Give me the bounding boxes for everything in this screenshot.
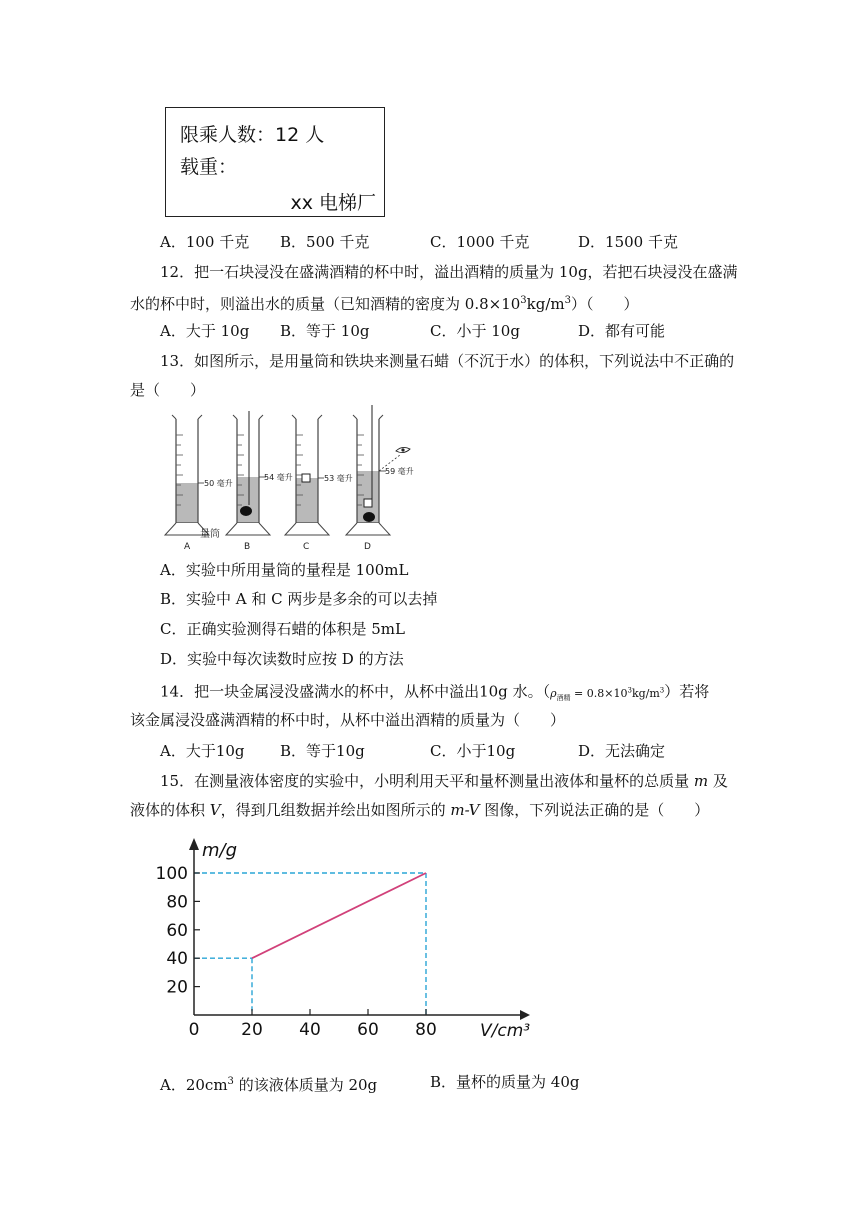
rho-symbol: ρ (550, 686, 557, 700)
q15-option-a-post: 的该液体质量为 20g (233, 1076, 378, 1094)
x-axis-arrow (520, 1010, 530, 1020)
cylinder-a (165, 415, 233, 552)
q15-text2-mid: ，得到几组数据并绘出如图所示的 (220, 801, 451, 819)
y-tick-label-80: 80 (166, 892, 188, 913)
q14-option-c[interactable]: C．小于10g (430, 742, 516, 760)
q13-option-b[interactable]: B．实验中 A 和 C 两步是多余的可以去掉 (160, 590, 438, 608)
q15-text-post: 及 (708, 772, 728, 790)
q14-option-a[interactable]: A．大于10g (160, 742, 245, 760)
q14-option-b[interactable]: B．等于10g (280, 742, 365, 760)
series-line-0 (252, 873, 426, 958)
q15-stem-line2 (130, 800, 709, 820)
q12-stem-text: 水的杯中时，则溢出水的质量（已知酒精的密度为 0.8×10 (130, 295, 521, 313)
q13-option-a[interactable]: A．实验中所用量筒的量程是 100mL (160, 561, 409, 579)
q12-unit: kg/m (526, 295, 565, 313)
label-a: A (184, 542, 191, 552)
q14-option-d[interactable]: D．无法确定 (578, 742, 666, 760)
y-tick-label-20: 20 (166, 977, 188, 998)
reading-b: 54 毫升 (264, 473, 293, 482)
sign-capacity: 限乘人数：12 人 (180, 124, 325, 146)
q14-density (550, 687, 664, 700)
elevator-sign (165, 107, 385, 217)
q12-exp: 3 (520, 295, 527, 306)
rho-unit: kg/m (631, 686, 660, 700)
sign-maker: xx 电梯厂 (290, 192, 376, 214)
q15-var-m: m (693, 772, 709, 790)
q12-stem-line2 (130, 291, 639, 314)
reading-d: 59 毫升 (385, 467, 414, 476)
q15-text2-post: 图像，下列说法正确的是（ ） (479, 801, 710, 819)
y-axis-label: m/g (202, 840, 238, 861)
rho-subscript: 酒精 (556, 693, 571, 702)
q15-stem-line1 (160, 771, 728, 791)
q14-text-mid: 水。（ (507, 682, 551, 701)
q12-option-b[interactable]: B．等于 10g (280, 322, 370, 340)
rho-value: = 0.8×10 (570, 686, 628, 700)
cylinder-c (285, 415, 353, 552)
q11-option-d[interactable]: D．1500 千克 (578, 233, 678, 251)
q12-blank: ）（ ） (571, 295, 639, 313)
q15-option-a-exp: 3 (227, 1076, 234, 1087)
x-tick-label-60: 60 (357, 1020, 379, 1040)
y-tick-label-100: 100 (155, 864, 188, 884)
label-d: D (364, 542, 371, 552)
measuring-cylinder-figure (160, 405, 430, 555)
q15-text: 15．在测量液体密度的实验中，小明利用天平和量杯测量出液体和量杯的总质量 (160, 772, 694, 790)
q14-stem-line2: 该金属浸没盛满酒精的杯中时，从杯中溢出酒精的质量为（ ） (130, 711, 566, 729)
rho-exp2: 3 (659, 686, 665, 694)
reading-a: 50 毫升 (204, 479, 233, 488)
q11-option-c[interactable]: C．1000 千克 (430, 233, 530, 251)
x-tick-label-80: 80 (415, 1020, 437, 1040)
q14-text: 14．把一块金属浸没盛满水的杯中，从杯中溢出 (160, 682, 480, 701)
y-tick-label-60: 60 (166, 920, 188, 941)
chart-series (252, 873, 426, 958)
chart-axes (189, 838, 530, 1020)
q12-exp2: 3 (564, 295, 571, 306)
label-c: C (303, 542, 310, 552)
q13-stem-line2: 是（ ） (130, 381, 206, 399)
chart-guides (194, 873, 426, 1015)
q15-var-v: V (209, 801, 221, 819)
q14-stem-line1 (160, 680, 709, 708)
cylinder-d (346, 405, 414, 552)
rho-exp: 3 (627, 686, 632, 694)
chart-ticks (156, 864, 437, 1040)
q14-mass: 10g (479, 682, 508, 701)
q13-stem-line1: 13．如图所示，是用量筒和铁块来测量石蜡（不沉于水）的体积，下列说法中不正确的 (160, 352, 735, 370)
cylinder-b (226, 411, 293, 552)
q15-text2: 液体的体积 (130, 801, 210, 819)
reading-c: 53 毫升 (324, 474, 353, 483)
q12-stem-line1: 12．把一石块浸没在盛满酒精的杯中时，溢出酒精的质量为 10g，若把石块浸没在盛满 (160, 263, 738, 281)
q12-option-a[interactable]: A．大于 10g (160, 322, 250, 340)
q11-option-a[interactable]: A．100 千克 (160, 233, 250, 251)
m-v-chart (150, 830, 540, 1045)
y-axis-arrow (189, 838, 199, 850)
q14-text-post: ）若将 (664, 682, 710, 701)
x-axis-label: V/cm³ (480, 1021, 531, 1041)
cylinder-label: 量筒 (200, 529, 220, 540)
x-tick-label-0: 0 (188, 1020, 200, 1040)
x-tick-label-40: 40 (299, 1020, 321, 1040)
q13-option-c[interactable]: C．正确实验测得石蜡的体积是 5mL (160, 620, 405, 638)
q15-option-a-text: A．20cm (160, 1076, 228, 1094)
y-tick-label-40: 40 (166, 949, 188, 970)
q12-option-d[interactable]: D．都有可能 (578, 322, 666, 340)
q11-option-b[interactable]: B．500 千克 (280, 233, 370, 251)
label-b: B (244, 542, 251, 552)
sign-load: 载重： (180, 156, 238, 178)
q12-option-c[interactable]: C．小于 10g (430, 322, 520, 340)
q13-option-d[interactable]: D．实验中每次读数时应按 D 的方法 (160, 650, 404, 668)
q15-mv: m-V (450, 801, 480, 819)
q15-option-a[interactable] (160, 1072, 377, 1095)
x-tick-label-20: 20 (241, 1020, 263, 1040)
q15-option-b[interactable]: B．量杯的质量为 40g (430, 1073, 580, 1091)
